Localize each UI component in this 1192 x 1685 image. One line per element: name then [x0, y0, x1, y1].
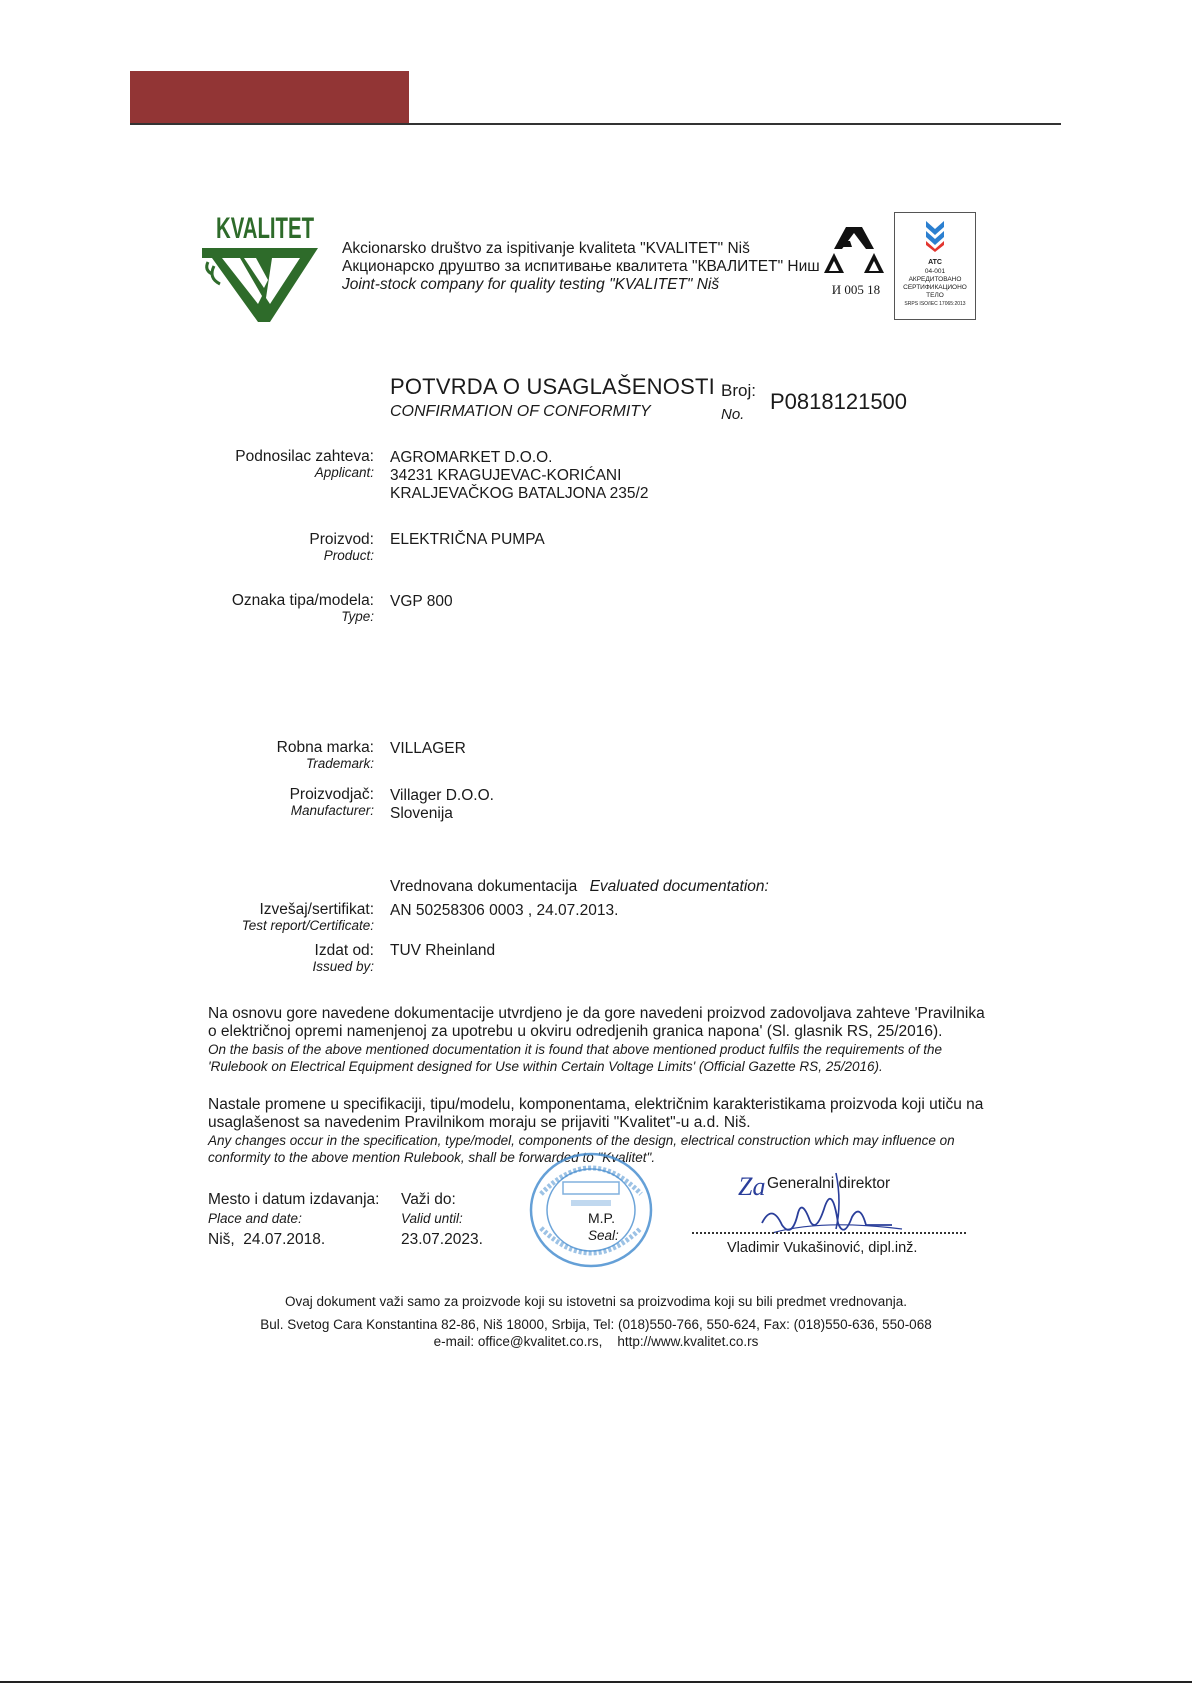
header-rule	[130, 123, 1061, 125]
trademark-value: VILLAGER	[390, 740, 466, 757]
manufacturer-value	[390, 787, 494, 823]
product-label-en: Product:	[323, 548, 374, 563]
page-bottom-rule	[0, 1681, 1192, 1683]
manufacturer-line: Villager D.O.O.	[390, 787, 494, 804]
type-label-en: Type:	[341, 609, 374, 624]
manufacturer-line: Slovenija	[390, 805, 453, 822]
company-name-cyrillic: Акционарско друштво за испитивање квалитета "КВАЛИТЕТ" Ниш	[342, 258, 820, 275]
signature-line	[692, 1232, 966, 1234]
document-title: POTVRDA O USAGLAŠENOSTI	[390, 374, 715, 399]
company-name-english: Joint-stock company for quality testing "KVALITET" Niš	[342, 276, 720, 293]
statement-en-line: On the basis of the above mentioned documentation it is found that above mentioned product fulfils the requirements of the	[208, 1042, 942, 1057]
changes-en-line: conformity to the above mention Rulebook, shall be forwarded to "Kvalitet".	[208, 1150, 656, 1165]
number-label-en: No.	[721, 406, 745, 423]
document-subtitle: CONFIRMATION OF CONFORMITY	[390, 403, 651, 420]
report-label: Izvešaj/sertifikat:	[259, 901, 374, 918]
evaluated-documentation-heading	[390, 878, 769, 896]
changes-sr-line: Nastale promene u specifikaciji, tipu/modelu, komponentama, električnim karakteristikama proizvoda koji utiču na	[208, 1096, 984, 1113]
issued-label-en: Issued by:	[312, 959, 374, 974]
statement-sr-line: o električnoj opremi namenjenoj za upotrebu u okviru odredjenih granica napona' (Sl. glasnik RS, 25/2016).	[208, 1023, 943, 1040]
conformity-statement	[208, 1005, 998, 1075]
place-date-label-en: Place and date:	[208, 1211, 302, 1226]
type-label: Oznaka tipa/modela:	[231, 592, 374, 609]
applicant-line: AGROMARKET D.O.O.	[390, 449, 553, 466]
manufacturer-label: Proizvodjač:	[289, 786, 374, 803]
applicant-value	[390, 449, 648, 503]
atc-line1: АКРЕДИТОВАНО	[908, 276, 962, 283]
issued-label: Izdat od:	[314, 942, 374, 959]
atc-standard: SRPS ISO/IEC 17065:2013	[904, 301, 966, 307]
valid-until-label: Važi do:	[401, 1191, 456, 1208]
type-value: VGP 800	[390, 593, 453, 610]
director-name: Vladimir Vukašinović, dipl.inž.	[727, 1240, 918, 1256]
applicant-line: 34231 KRAGUJEVAC-KORIĆANI	[390, 467, 622, 484]
number-label: Broj:	[721, 381, 756, 400]
seal-label-en: Seal:	[588, 1228, 619, 1243]
header-band	[130, 71, 409, 125]
atc-line3: ТЕЛО	[926, 292, 944, 299]
product-label: Proizvod:	[309, 531, 374, 548]
director-title: Generalni direktor	[767, 1175, 891, 1192]
director-signature	[752, 1163, 912, 1238]
product-value: ELEKTRIČNA PUMPA	[390, 531, 545, 548]
report-value: AN 50258306 0003 , 24.07.2013.	[390, 902, 619, 919]
seal-mp-label: M.P.	[588, 1210, 615, 1226]
applicant-label-en: Applicant:	[314, 465, 374, 480]
atc-title: ATC	[928, 259, 942, 266]
applicant-label: Podnosilac zahteva:	[235, 448, 374, 465]
place-date-value: Niš, 24.07.2018.	[208, 1231, 326, 1248]
triangle-mark	[822, 225, 890, 301]
evaluated-label: Vrednovana dokumentacija	[390, 878, 578, 895]
atc-code: 04-001	[924, 268, 946, 275]
company-contact: e-mail: office@kvalitet.co.rs, http://www.kvalitet.co.rs	[433, 1334, 759, 1349]
trademark-label: Robna marka:	[276, 739, 374, 756]
manufacturer-label-en: Manufacturer:	[290, 803, 374, 818]
evaluated-label-en: Evaluated documentation:	[589, 878, 769, 895]
report-label-en: Test report/Certificate:	[241, 918, 374, 933]
place-date-label: Mesto i datum izdavanja:	[208, 1191, 380, 1208]
certificate-number: P0818121500	[770, 389, 908, 414]
atc-emblem-icon	[922, 219, 948, 253]
trademark-label-en: Trademark:	[305, 756, 374, 771]
company-name-block	[342, 240, 820, 294]
issued-value: TUV Rheinland	[390, 942, 496, 959]
company-name-latin: Akcionarsko društvo za ispitivanje kvaliteta "KVALITET" Niš	[342, 240, 750, 257]
valid-until-value: 23.07.2023.	[401, 1231, 483, 1248]
director-prefix-handwritten: Za	[738, 1172, 766, 1201]
svg-text:KVALITET: KVALITET	[216, 212, 314, 245]
statement-en-line: 'Rulebook on Electrical Equipment designed for Use within Certain Voltage Limits' (Official Gazette RS, 25/2016).	[208, 1059, 883, 1074]
changes-en-line: Any changes occur in the specification, type/model, components of the design, electrical construction which may influence on	[208, 1133, 955, 1148]
atc-accreditation-mark	[894, 212, 976, 320]
valid-until-label-en: Valid until:	[401, 1211, 463, 1226]
atc-line2: СЕРТИФИКАЦИОНО	[903, 284, 967, 291]
changes-sr-line: usaglašenost sa navedenim Pravilnikom moraju se prijaviti "Kvalitet"-u a.d. Niš.	[208, 1114, 751, 1131]
applicant-line: KRALJEVAČKOG BATALJONA 235/2	[390, 485, 649, 502]
statement-sr-line: Na osnovu gore navedene dokumentacije utvrdjeno je da gore navedeni proizvod zadovoljava zahteve 'Pravilnika	[208, 1005, 985, 1022]
company-address: Bul. Svetog Cara Konstantina 82-86, Niš 18000, Srbija, Tel: (018)550-766, 550-624, Fax: (018)550-636, 550-068	[260, 1317, 932, 1332]
validity-note: Ovaj dokument važi samo za proizvode koji su istovetni sa proizvodima koji su bili predmet vrednovanja.	[284, 1294, 908, 1309]
triangle-code: И 005 18	[831, 282, 881, 297]
kvalitet-logo	[200, 210, 325, 325]
